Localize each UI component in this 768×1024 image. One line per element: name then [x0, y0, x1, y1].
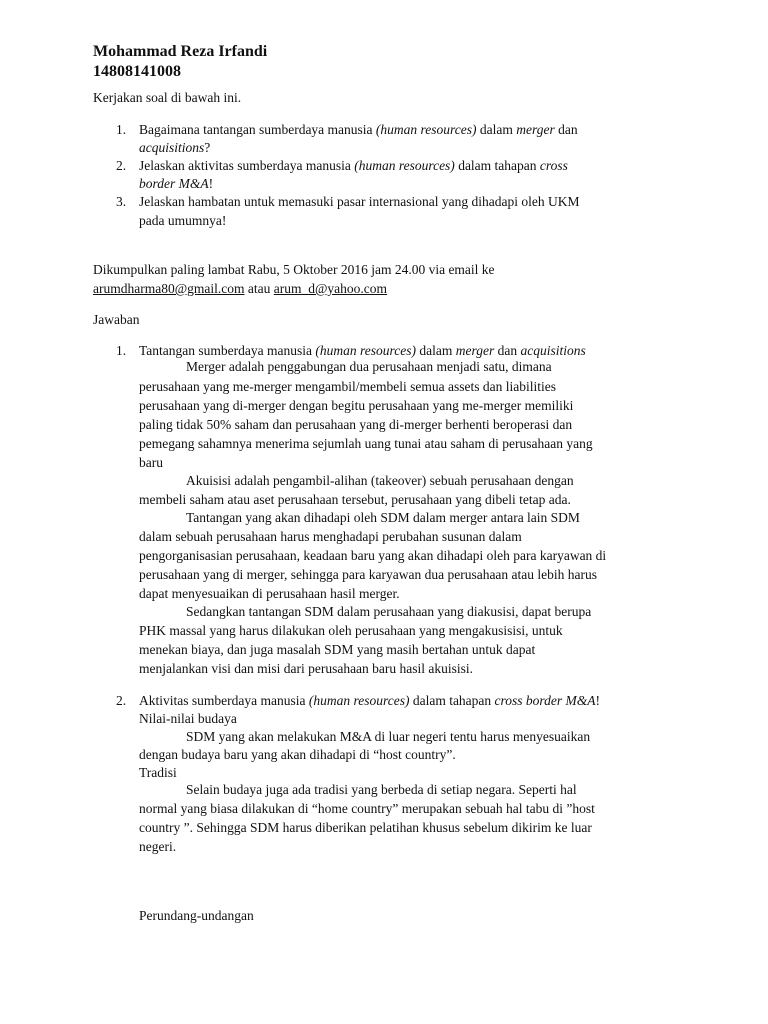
- paragraph-line: pemegang sahamnya menerima sejumlah uang tunai atau saham di perusahaan yang: [139, 436, 593, 451]
- paragraph-line: Tantangan yang akan dihadapi oleh SDM dalam merger antara lain SDM: [186, 510, 580, 525]
- deadline-emails: arumdharma80@gmail.com atau arum_d@yahoo.com: [93, 281, 388, 296]
- paragraph-line: dengan budaya baru yang akan dihadapi di “host country”.: [139, 747, 456, 762]
- paragraph-line: baru: [139, 455, 163, 470]
- paragraph-line: paling tidak 50% saham dan perusahaan yang di-merger berhenti beroperasi dan: [139, 417, 573, 432]
- question-3-line-2: pada umumnya!: [139, 213, 227, 228]
- answer-2-heading: Aktivitas sumberdaya manusia (human resources) dalam tahapan cross border M&A!: [139, 693, 601, 708]
- question-1-line-1: Bagaimana tantangan sumberdaya manusia (human resources) dalam merger dan: [139, 122, 578, 137]
- paragraph-line: Merger adalah penggabungan dua perusahaan menjadi satu, dimana: [186, 359, 552, 374]
- paragraph-line: Akuisisi adalah pengambil-alihan (takeover) sebuah perusahaan dengan: [186, 473, 574, 488]
- answer-heading: Jawaban: [93, 312, 140, 327]
- paragraph-line: SDM yang akan melakukan M&A di luar negeri tentu harus menyesuaikan: [186, 729, 591, 744]
- author-name: Mohammad Reza Irfandi: [93, 43, 268, 60]
- paragraph-line: perusahaan yang di-merger dengan begitu perusahaan yang me-merger memiliki: [139, 398, 574, 413]
- paragraph-line: perusahaan yang di merger, sehingga para karyawan dua perusahaan atau lebih harus: [139, 567, 598, 582]
- paragraph-line: pengorganisasian perusahaan, keadaan baru yang akan dihadapi oleh para karyawan di: [139, 548, 607, 563]
- answer-1-heading: Tantangan sumberdaya manusia (human resources) dalam merger dan acquisitions: [139, 343, 586, 358]
- paragraph-line: Sedangkan tantangan SDM dalam perusahaan yang diakusisi, dapat berupa: [186, 604, 592, 619]
- paragraph-line: PHK massal yang harus dilakukan oleh perusahaan yang mengakusisisi, untuk: [139, 623, 563, 638]
- email-link-1[interactable]: arumdharma80@gmail.com: [93, 281, 245, 296]
- paragraph-line: country ”. Sehingga SDM harus diberikan pelatihan khusus sebelum dikirim ke luar: [139, 820, 592, 835]
- question-2-line-1: Jelaskan aktivitas sumberdaya manusia (human resources) dalam tahapan cross: [139, 158, 568, 173]
- subheading: Nilai-nilai budaya: [139, 711, 237, 726]
- paragraph-line: membeli saham atau aset perusahaan tersebut, perusahaan yang dibeli tetap ada.: [139, 492, 571, 507]
- paragraph-line: dalam sebuah perusahaan harus menghadapi perubahan susunan dalam: [139, 529, 522, 544]
- deadline-line: Dikumpulkan paling lambat Rabu, 5 Oktober 2016 jam 24.00 via email ke: [93, 262, 495, 277]
- question-number: 1.: [116, 122, 127, 137]
- student-id: 14808141008: [93, 63, 181, 80]
- instruction: Kerjakan soal di bawah ini.: [93, 90, 242, 105]
- question-1-line-2: acquisitions?: [139, 140, 211, 155]
- question-3-line-1: Jelaskan hambatan untuk memasuki pasar internasional yang dihadapi oleh UKM: [139, 194, 580, 209]
- subheading: Tradisi: [139, 765, 177, 780]
- paragraph-line: menekan biaya, dan juga masalah SDM yang masih bertahan untuk dapat: [139, 642, 536, 657]
- answer-number: 2.: [116, 693, 127, 708]
- question-number: 2.: [116, 158, 127, 173]
- answer-number: 1.: [116, 343, 127, 358]
- subheading: Perundang-undangan: [139, 908, 254, 923]
- paragraph-line: negeri.: [139, 839, 177, 854]
- paragraph-line: perusahaan yang me-merger mengambil/membeli semua assets dan liabilities: [139, 379, 556, 394]
- paragraph-line: dapat menyesuaikan di perusahaan hasil merger.: [139, 586, 400, 601]
- email-link-2[interactable]: arum_d@yahoo.com: [273, 281, 388, 296]
- paragraph-line: menjalankan visi dan misi dari perusahaan baru hasil akuisisi.: [139, 661, 474, 676]
- paragraph-line: normal yang biasa dilakukan di “home country” merupakan sebuah hal tabu di ”host: [139, 801, 595, 816]
- question-2-line-2: border M&A!: [139, 176, 214, 191]
- question-number: 3.: [116, 194, 127, 209]
- paragraph-line: Selain budaya juga ada tradisi yang berbeda di setiap negara. Seperti hal: [186, 782, 577, 797]
